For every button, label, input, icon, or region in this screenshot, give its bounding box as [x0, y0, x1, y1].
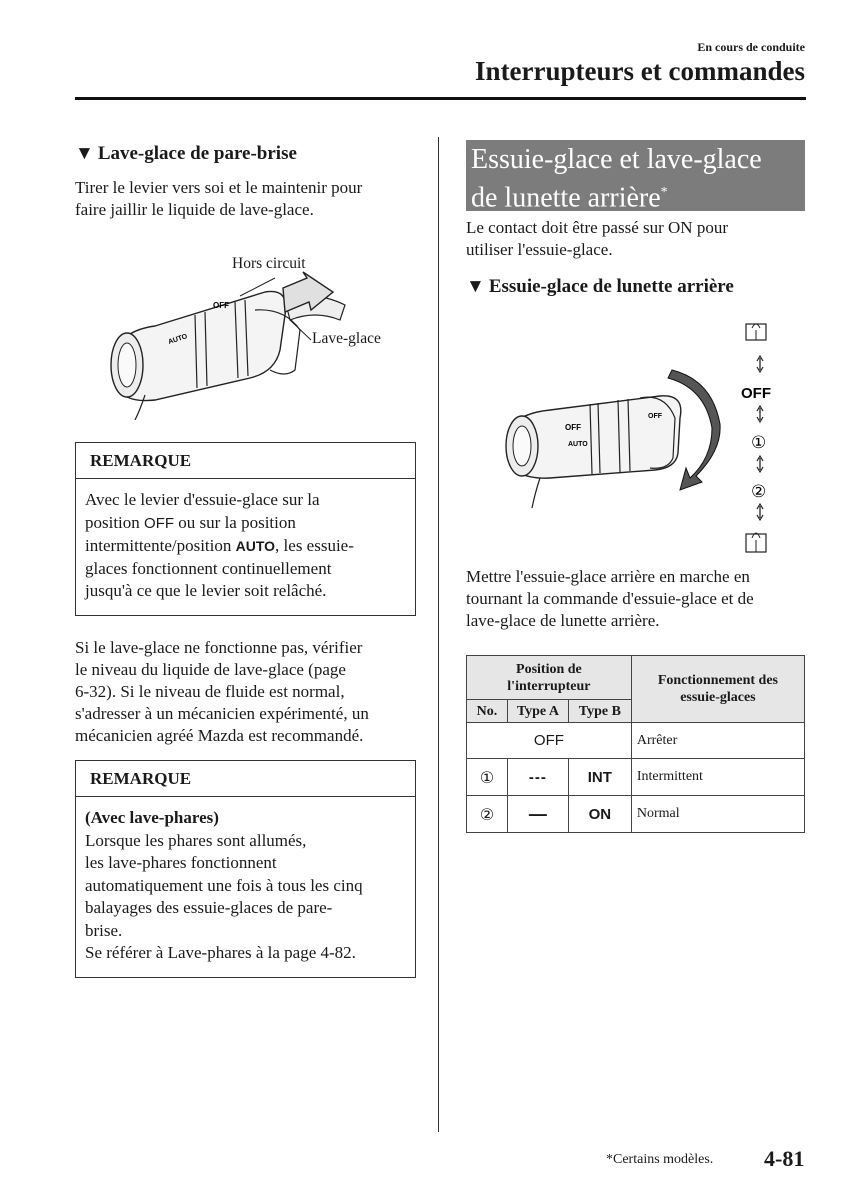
position-off-label: OFF: [741, 385, 771, 402]
header-position: [467, 656, 632, 700]
para-line: le niveau du liquide de lave-glace (page: [75, 660, 346, 679]
note-line: jusqu'à ce que le levier soit relâché.: [85, 581, 327, 600]
note-line: glaces fonctionnent continuellement: [85, 558, 332, 578]
note-text: position: [85, 512, 145, 532]
cell-operation: Arrêter: [631, 723, 804, 759]
cell-type-b: INT: [568, 759, 631, 796]
cell-no: ①: [467, 759, 508, 796]
cell-off: OFF: [467, 723, 632, 759]
triangle-marker-icon: ▼: [75, 143, 94, 164]
note-line: Lorsque les phares sont allumés,: [85, 830, 307, 850]
note-body: [76, 479, 415, 613]
column-divider: [438, 137, 439, 1132]
wiper-stalk-illustration: [85, 260, 385, 420]
header-divider: [75, 97, 806, 100]
intro-line: Tirer le levier vers soi et le maintenir pour: [75, 178, 363, 197]
triangle-marker-icon: ▼: [466, 276, 485, 297]
position-1-label: ①: [751, 433, 767, 453]
title-line: de lunette arrière: [471, 182, 661, 214]
troubleshoot-paragraph: [75, 637, 369, 747]
title-line: Essuie-glace et lave-glace: [471, 144, 762, 175]
heading-rear-wiper: [466, 276, 734, 298]
note-heading: REMARQUE: [76, 761, 415, 797]
rear-wiper-switch-illustration: [490, 318, 790, 563]
stalk-off-text: OFF: [648, 413, 662, 420]
position-2-label: ②: [751, 482, 767, 502]
para-line: tournant la commande d'essuie-glace et de: [466, 589, 754, 608]
page-number: 4-81: [764, 1146, 805, 1171]
cell-operation: Normal: [631, 796, 804, 833]
asterisk-marker: *: [660, 185, 668, 200]
note-line: automatiquement une fois à tous les cinq: [85, 875, 363, 895]
para-line: lave-glace de lunette arrière.: [466, 611, 660, 630]
note-body: [76, 797, 415, 975]
table-row: [467, 759, 805, 796]
header-type-b: Type B: [568, 700, 631, 723]
note-line: [85, 535, 406, 558]
rear-intro-paragraph: [466, 217, 728, 261]
header-type-a: Type A: [507, 700, 568, 723]
heading-windshield-washer: [75, 143, 297, 165]
page-title: Interrupteurs et commandes: [475, 56, 805, 86]
note-text: ou sur la position: [174, 512, 296, 532]
cell-type-a: —: [507, 796, 568, 833]
header-operation-text: Fonctionnement des essuie-glaces: [657, 673, 778, 705]
note-line: Avec le levier d'essuie-glace sur la: [85, 490, 320, 509]
section-title-rear-wiper: [466, 140, 805, 214]
cell-type-b: ON: [568, 796, 631, 833]
switch-position-table: [466, 655, 805, 833]
cell-type-a: ---: [507, 759, 568, 796]
intro-line: Le contact doit être passé sur ON pour: [466, 218, 728, 237]
note-box-1: [75, 442, 416, 616]
cell-no: ②: [467, 796, 508, 833]
note-line: Se référer à Lave-phares à la page 4-82.: [85, 943, 356, 962]
para-line: mécanicien agréé Mazda est recommandé.: [75, 726, 364, 745]
header-operation: [631, 656, 804, 723]
off-symbol-text: OFF: [144, 514, 175, 532]
footer-footnote: *Certains modèles.: [606, 1152, 714, 1167]
note-line: (Avec lave-phares): [85, 808, 219, 827]
header-no: No.: [467, 700, 508, 723]
section-label: En cours de conduite: [697, 40, 805, 54]
heading-text: Essuie-glace de lunette arrière: [488, 276, 734, 297]
intro-paragraph: [75, 177, 362, 221]
note-line: [85, 512, 406, 536]
para-line: Si le lave-glace ne fonctionne pas, vérifier: [75, 638, 363, 657]
note-line: balayages des essuie-glaces de pare-: [85, 898, 333, 917]
note-line: les lave-phares fonctionnent: [85, 853, 277, 872]
label-off: Hors circuit: [232, 255, 306, 272]
para-line: s'adresser à un mécanicien expérimenté, un: [75, 704, 369, 723]
intro-line: faire jaillir le liquide de lave-glace.: [75, 200, 314, 219]
cell-operation: Intermittent: [631, 759, 804, 796]
note-heading: REMARQUE: [76, 443, 415, 479]
note-text: intermittente/position: [85, 536, 236, 555]
heading-text: Lave-glace de pare-brise: [97, 143, 297, 164]
table-row: [467, 723, 805, 759]
para-line: 6-32). Si le niveau de fluide est normal,: [75, 682, 345, 701]
note-text: , les essuie-: [275, 536, 354, 555]
intro-line: utiliser l'essuie-glace.: [466, 240, 613, 259]
label-washer: Lave-glace: [312, 330, 381, 347]
note-box-2: [75, 760, 416, 978]
header-position-text: Position de l'interrupteur: [507, 661, 591, 694]
stalk-off-text: OFF: [213, 301, 229, 310]
stalk-auto-text: AUTO: [167, 333, 189, 346]
stalk-auto-text: AUTO: [568, 441, 588, 448]
stalk-off-text: OFF: [565, 423, 581, 432]
table-row: [467, 796, 805, 833]
para-line: Mettre l'essuie-glace arrière en marche en: [466, 567, 750, 586]
rear-operation-paragraph: [466, 566, 754, 632]
note-line: brise.: [85, 920, 123, 940]
auto-symbol-text: AUTO: [235, 538, 276, 554]
